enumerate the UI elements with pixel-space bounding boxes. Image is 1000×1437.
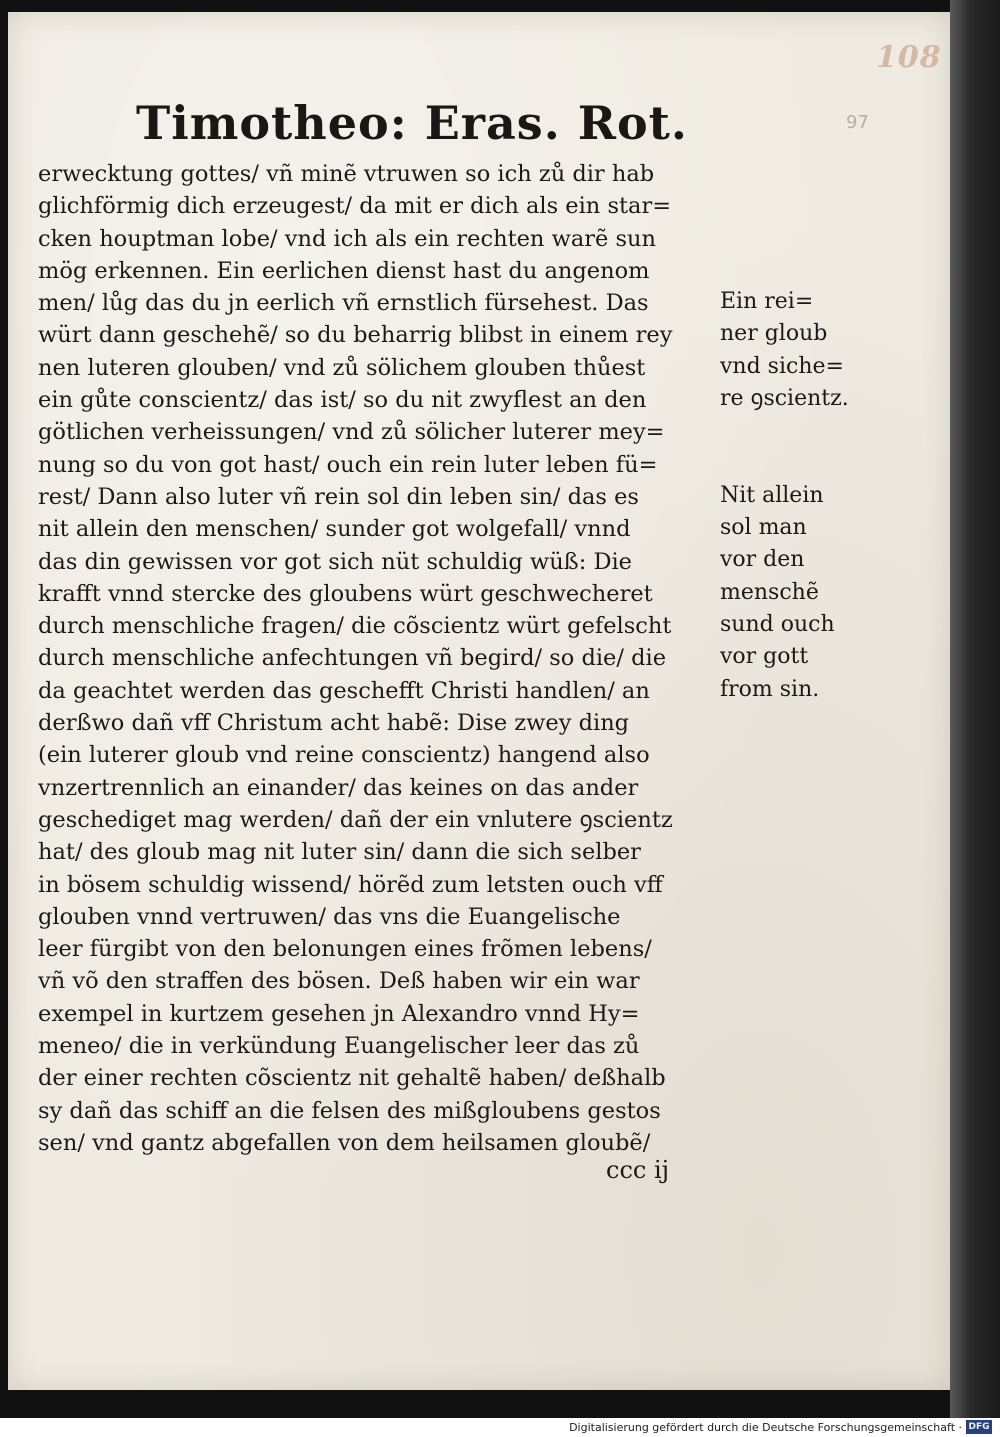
- margin-note-line: sund ouch: [720, 611, 835, 637]
- text-line: nit allein den menschen/ sunder got wolgefall/ vnnd: [38, 516, 631, 543]
- dfg-logo: [966, 1420, 992, 1434]
- text-line: götlichen verheissungen/ vnd zů sölicher luterer mey=: [38, 419, 665, 446]
- text-line: cken houptman lobe/ vnd ich als ein rechten warẽ sun: [38, 225, 657, 252]
- text-line: leer fürgibt von den belonungen eines frõmen lebens/: [38, 936, 652, 963]
- text-line: rest/ Dann also luter vñ rein sol din leben sin/ das es: [38, 483, 639, 510]
- margin-note-spacer: [720, 415, 865, 480]
- text-line: erwecktung gottes/ vñ minẽ vtruwen so ich zů dir hab: [38, 161, 655, 187]
- text-line: vñ võ den straffen des bösen. Deß haben wir ein war: [38, 968, 640, 995]
- text-line: durch menschliche fragen/ die cõscientz würt gefelscht: [38, 613, 672, 640]
- margin-note-line: re ꝯscientz.: [720, 385, 849, 411]
- text-line: nen luteren glouben/ vnd zů sölichem glouben thůest: [38, 354, 646, 381]
- signature-mark: ccc ij: [606, 1156, 670, 1184]
- margin-note-line: ner gloub: [720, 321, 828, 347]
- text-line: derßwo dañ vff Christum acht habẽ: Dise zwey ding: [38, 710, 630, 737]
- footer-credit: Digitalisierung gefördert durch die Deutsche Forschungsgemeinschaft ·: [569, 1421, 962, 1434]
- text-line: glichförmig dich erzeugest/ da mit er dich als ein star=: [38, 193, 672, 220]
- text-line: (ein luterer gloub vnd reine conscientz) hangend also: [38, 742, 650, 769]
- text-line: der einer rechten cõscientz nit gehaltẽ haben/ deßhalb: [38, 1065, 666, 1092]
- margin-note-line: vor gott: [720, 644, 809, 670]
- margin-note-line: Ein rei=: [720, 289, 814, 314]
- text-line: würt dann geschehẽ/ so du beharrig blibst in einem rey: [38, 322, 673, 349]
- pencil-page-number: 97: [846, 112, 869, 133]
- text-line: das din gewissen vor got sich nüt schuldig wüß: Die: [38, 548, 632, 575]
- scan-edge-strip: [950, 0, 1000, 1418]
- margin-note-line: menschẽ: [720, 579, 819, 605]
- text-line: sen/ vnd gantz abgefallen von dem heilsamen gloubẽ/: [38, 1129, 651, 1156]
- text-line: vnzertrennlich an einander/ das keines on das ander: [38, 774, 639, 801]
- dfg-logo-text: DFG: [968, 1422, 990, 1432]
- text-line: da geachtet werden das geschefft Christi handlen/ an: [38, 677, 650, 704]
- text-line: sy dañ das schiff an die felsen des mißgloubens gestos: [38, 1097, 661, 1124]
- margin-note-line: sol man: [720, 515, 807, 541]
- text-line: exempel in kurtzem gesehen jn Alexandro vnnd Hy=: [38, 1000, 640, 1027]
- text-line: mög erkennen. Ein eerlichen dienst hast du angenom: [38, 257, 650, 284]
- text-line: men/ lůg das du jn eerlich vñ ernstlich fürsehest. Das: [38, 290, 649, 317]
- text-line: krafft vnnd stercke des gloubens würt geschwecheret: [38, 580, 653, 607]
- text-line: durch menschliche anfechtungen vñ begird/ so die/ die: [38, 645, 667, 672]
- margin-notes: [720, 286, 865, 706]
- folio-number: 108: [876, 40, 942, 75]
- body-text-block: [38, 158, 718, 1159]
- text-line: nung so du von got hast/ ouch ein rein luter leben fü=: [38, 451, 658, 478]
- text-line: geschediget mag werden/ dañ der ein vnlutere ꝯscientz: [38, 806, 673, 833]
- text-line: in bösem schuldig wissend/ hörẽd zum letsten ouch vff: [38, 871, 663, 898]
- text-line: meneo/ die in verkündung Euangelischer leer das zů: [38, 1033, 640, 1060]
- margin-note-line: vor den: [720, 547, 805, 573]
- margin-note-line: Nit allein: [720, 482, 824, 508]
- margin-note-line: from sin.: [720, 676, 820, 702]
- margin-note-line: vnd siche=: [720, 353, 844, 379]
- text-line: hat/ des gloub mag nit luter sin/ dann die sich selber: [38, 839, 641, 866]
- text-line: ein gůte conscientz/ das ist/ so du nit zwyflest an den: [38, 387, 647, 414]
- running-head: Timotheo: Eras. Rot.: [136, 96, 688, 150]
- text-line: glouben vnnd vertruwen/ das vns die Euangelische: [38, 903, 621, 930]
